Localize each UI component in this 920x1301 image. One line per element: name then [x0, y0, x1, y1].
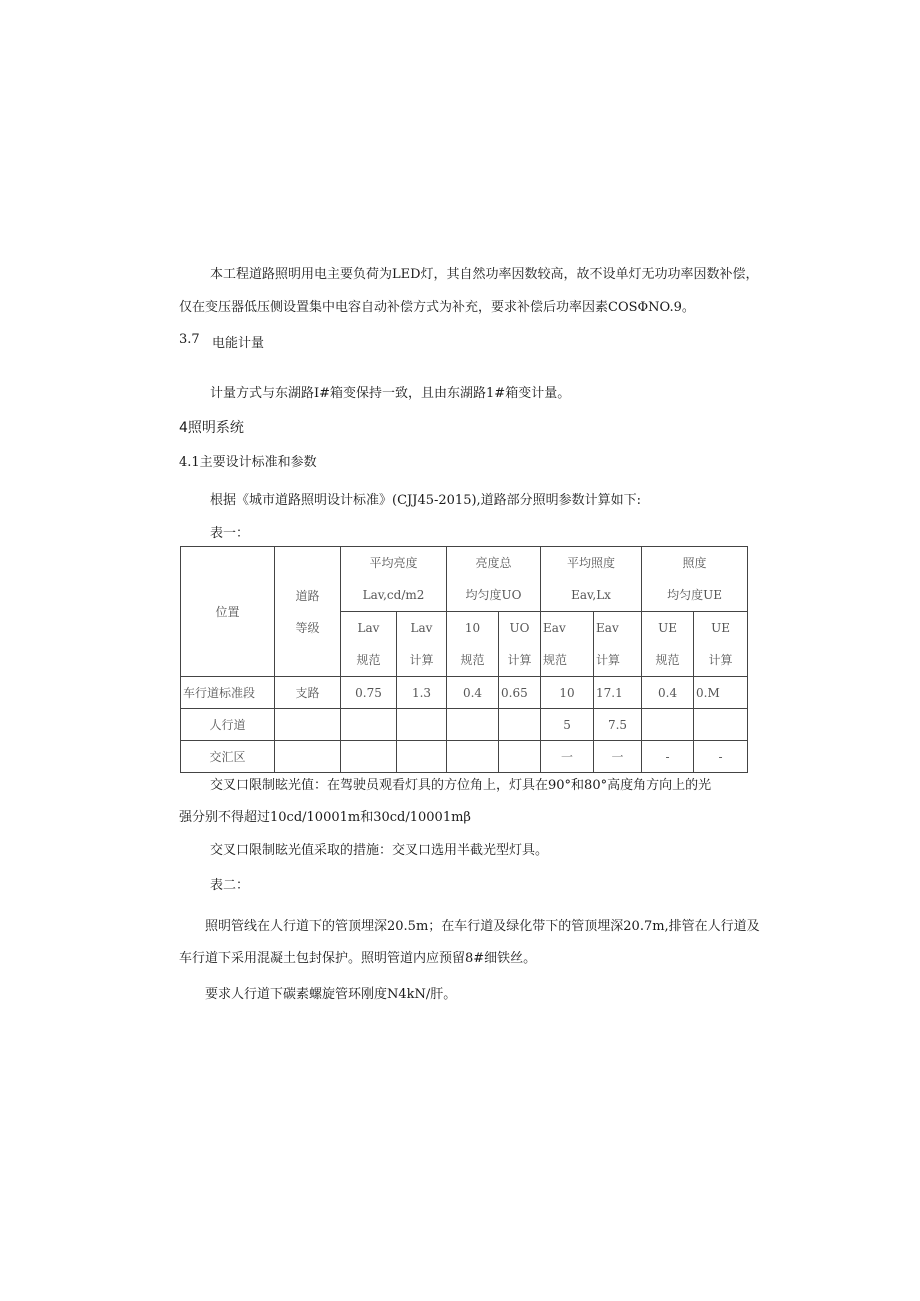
subheader-cell: UO 计算: [499, 612, 541, 677]
subheader-cell: Eav 计算: [594, 612, 642, 677]
subheader-cell: UE 规范: [642, 612, 694, 677]
header-illuminance-uniformity: 照度 均匀度UE: [642, 547, 748, 612]
table-row: [181, 741, 748, 773]
paragraph-conduit-stiffness: 要求人行道下碳素螺旋管环刚度N4kN/肝。: [205, 987, 457, 1002]
row-name: 车行道标准段: [181, 677, 275, 709]
subheader-cell: 10 规范: [447, 612, 499, 677]
cell: 一: [541, 741, 594, 773]
cell: -: [694, 741, 748, 773]
row-name: 交汇区: [181, 741, 275, 773]
header-luminance-uniformity: 亮度总 均匀度UO: [447, 547, 541, 612]
cell: 1.3: [397, 677, 447, 709]
subheader-cell: UE 计算: [694, 612, 748, 677]
row-class: [275, 709, 341, 741]
paragraph-glare-measures: 交叉口限制眩光值采取的措施：交叉口选用半截光型灯具。: [210, 843, 549, 858]
lighting-parameters-table: [180, 546, 748, 773]
header-road-class: 道路 等级: [275, 547, 341, 677]
cell: -: [642, 741, 694, 773]
cell: 17.1: [594, 677, 642, 709]
cell: 0.75: [341, 677, 397, 709]
cell: 0.M: [694, 677, 748, 709]
cell: [499, 709, 541, 741]
cell: 5: [541, 709, 594, 741]
table-row: [181, 677, 748, 709]
cell: [341, 709, 397, 741]
paragraph-glare-limit-cont: 强分别不得超过10cd/10001m和30cd/10001mβ: [179, 810, 471, 825]
paragraph-conduit-depth-cont: 车行道下采用混凝土包封保护。照明管道内应预留8#细铁丝。: [179, 951, 537, 966]
table-2-caption: 表二：: [210, 878, 250, 893]
section-4-1-heading: 4.1主要设计标准和参数: [179, 455, 317, 470]
header-avg-illuminance: 平均照度 Eav,Lx: [541, 547, 642, 612]
subheader-cell: Lav 规范: [341, 612, 397, 677]
paragraph-standard-ref: 根据《城市道路照明设计标准》(CJJ45-2015),道路部分照明参数计算如下:: [210, 493, 642, 508]
header-position: 位置: [181, 547, 275, 677]
paragraph-glare-limit: 交叉口限制眩光值：在驾驶员观看灯具的方位角上，灯具在90°和80°高度角方向上的光: [210, 778, 712, 793]
cell: [447, 741, 499, 773]
section-4-heading: 4照明系统: [179, 420, 244, 436]
paragraph-power-factor: 本工程道路照明用电主要负荷为LED灯，其自然功率因数较高，故不设单灯无功功率因数补偿，: [210, 267, 759, 282]
cell: 一: [594, 741, 642, 773]
cell: 0.4: [447, 677, 499, 709]
cell: [341, 741, 397, 773]
row-class: 支路: [275, 677, 341, 709]
section-3-7-number: 3.7: [179, 332, 200, 347]
row-class: [275, 741, 341, 773]
subheader-cell: Lav 计算: [397, 612, 447, 677]
cell: [397, 741, 447, 773]
cell: 0.65: [499, 677, 541, 709]
cell: [447, 709, 499, 741]
cell: 7.5: [594, 709, 642, 741]
row-name: 人行道: [181, 709, 275, 741]
cell: 0.4: [642, 677, 694, 709]
cell: [642, 709, 694, 741]
table-row: [181, 709, 748, 741]
table-1-caption: 表一：: [210, 526, 250, 541]
cell: [397, 709, 447, 741]
section-3-7-title: 电能计量: [212, 336, 265, 351]
header-avg-luminance: 平均亮度 Lav,cd/m2: [341, 547, 447, 612]
paragraph-power-factor-cont: 仅在变压器低压侧设置集中电容自动补偿方式为补充，要求补偿后功率因素COSΦNO.9。: [179, 300, 695, 315]
cell: [694, 709, 748, 741]
cell: 10: [541, 677, 594, 709]
paragraph-conduit-depth: 照明管线在人行道下的管顶埋深20.5m；在车行道及绿化带下的管顶埋深20.7m,排管在人行道及: [205, 919, 760, 934]
cell: [499, 741, 541, 773]
subheader-cell: Eav 规范: [541, 612, 594, 677]
paragraph-metering: 计量方式与东湖路I#箱变保持一致，且由东湖路1#箱变计量。: [210, 386, 571, 401]
